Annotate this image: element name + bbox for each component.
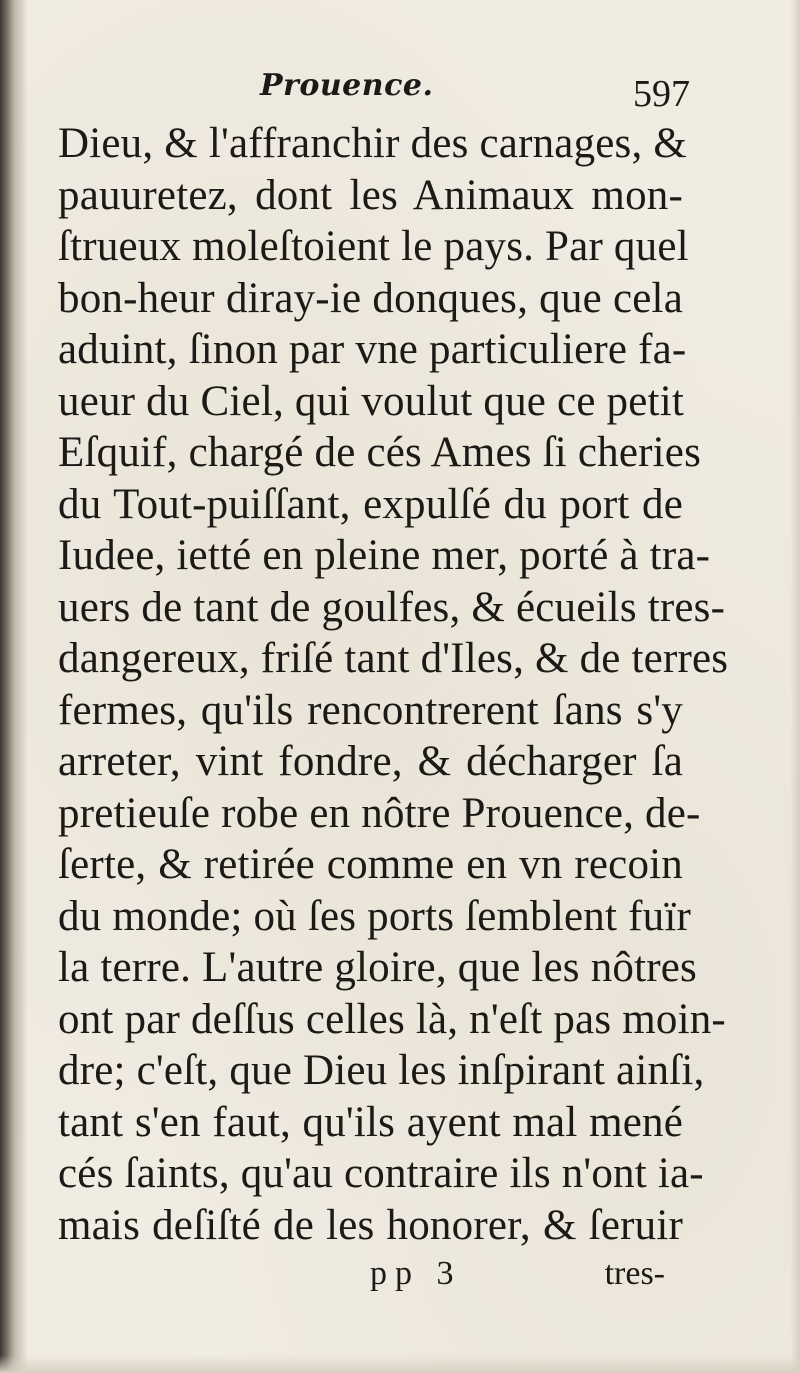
text-line: uers de tant de goulfes, & écueils tres- [58,583,726,631]
text-line: dre; c'eſt, que Dieu les inſpirant ainſi, [58,1047,705,1094]
text-line: cés ſaints, qu'au contraire ils n'ont ia- [58,1150,704,1197]
text-line: ueur du Ciel, qui voulut que ce petit [58,377,684,425]
text-line: ſerte, & retirée comme en vn recoin [58,841,683,888]
page-number: 597 [633,73,690,115]
text-line: tant s'en faut, qu'ils ayent mal mené [58,1098,683,1146]
text-line: du Tout-puiſſant, expulſé du port de [58,480,683,528]
text-line: aduint, ſinon par vne particuliere fa- [58,326,687,373]
signature-mark: pp 3 [370,1255,462,1292]
text-line: Iudee, ietté en pleine mer, porté à tra- [58,532,711,579]
text-line: arreter, vint fondre, & décharger ſa [58,738,683,785]
text-line: la terre. L'autre gloire, que les nôtres [58,944,697,991]
binding-gutter-shadow [0,0,28,1373]
text-line: Eſquif, chargé de cés Ames ſi cheries [58,429,702,476]
page-header [60,68,700,118]
catchword: tres- [604,1255,665,1292]
text-line: ſtrueux moleſtoient le pays. Par quel [58,223,689,270]
text-line: ont par deſſus celles là, n'eſt pas moin- [58,995,726,1043]
text-line: pretieuſe robe en nôtre Prouence, de- [58,789,701,837]
text-line: dangereux, friſé tant d'Iles, & de terres [58,635,729,682]
text-line: du monde; où ſes ports ſemblent fuïr [58,892,691,940]
running-title: Prouence. [260,68,434,103]
text-line: bon-heur diray-ie donques, que cela [58,274,683,322]
page-bottom-edge [0,1355,800,1373]
text-line: pauuretez, dont les Animaux mon- [58,171,683,219]
body-text [58,118,729,1251]
page-footer [58,1255,683,1305]
text-line: Dieu, & l'affranchir des carnages, & [58,120,688,167]
text-line: fermes, qu'ils rencontrerent ſans s'y [58,686,683,734]
page-right-edge [790,0,800,1373]
text-line: mais deſiſté de les honorer, & ſeruir [58,1201,683,1249]
